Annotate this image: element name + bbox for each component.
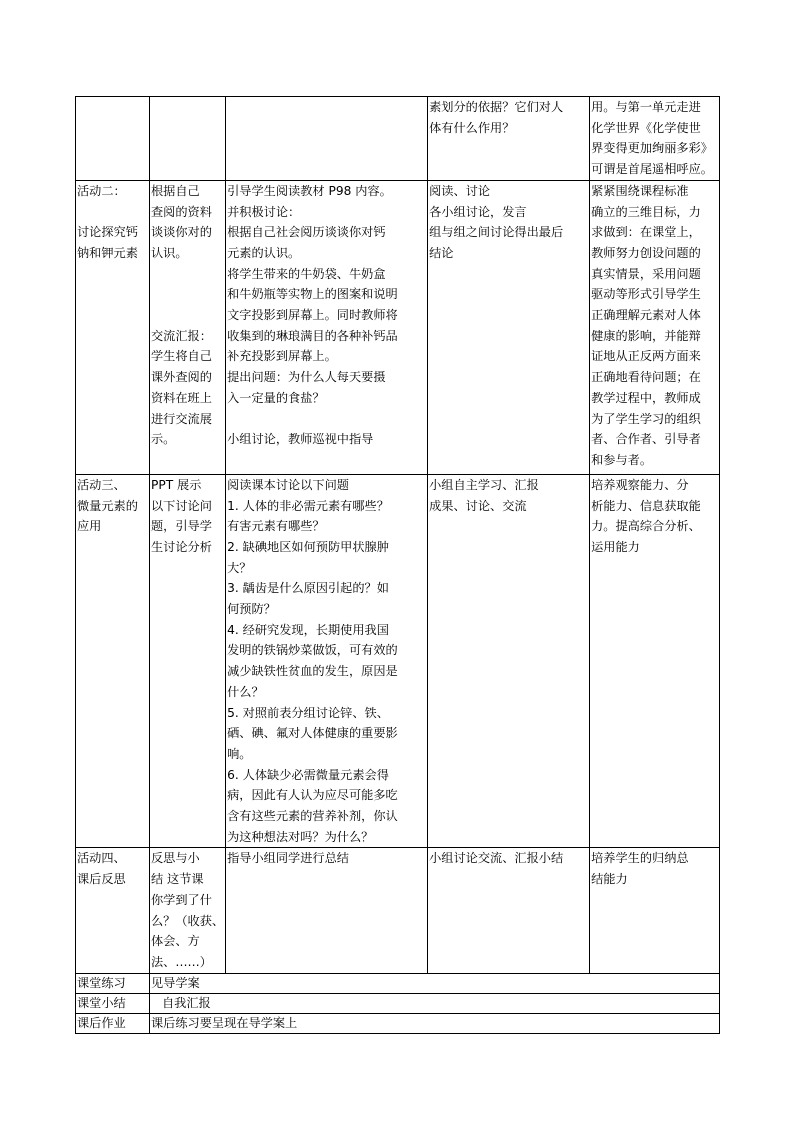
text-line: 示。 <box>151 432 176 447</box>
table-row <box>76 97 720 181</box>
activity-name-cell <box>76 474 150 848</box>
text-line: 大？ <box>227 560 252 575</box>
text-line: 发明的铁锅炒菜做饭，可有效的 <box>227 643 398 658</box>
text-line: 响。 <box>227 746 252 761</box>
learning-activity-cell <box>428 180 590 474</box>
footer-value: 自我汇报 <box>150 993 720 1013</box>
text-line: 小组自主学习、汇报 <box>429 477 539 492</box>
cell <box>226 97 428 181</box>
text-line: 查阅的资料 <box>151 204 212 219</box>
text-line: 各小组讨论，发言 <box>429 204 527 219</box>
text-line: 反思与小 <box>151 851 200 866</box>
text-line: 者、合作者、引导者 <box>591 432 701 447</box>
text-line: 减少缺铁性贫血的发生，原因是 <box>227 664 398 679</box>
text-line: 活动三、 <box>77 477 126 492</box>
text-line: 和牛奶瓶等实物上的图案和说明 <box>227 287 398 302</box>
text-line: 1. 人体的非必需元素有哪些？ <box>227 498 389 513</box>
text-line: 生讨论分析 <box>151 539 212 554</box>
text-line: 素划分的依据？它们对人 <box>429 100 564 114</box>
design-intent-cell <box>590 180 720 474</box>
text-line: 2. 缺碘地区如何预防甲状腺肿 <box>227 539 389 554</box>
footer-value: 课后练习要呈现在导学案上 <box>150 1013 720 1033</box>
footer-row <box>76 1013 720 1033</box>
teacher-activity-cell <box>226 474 428 848</box>
footer-row <box>76 973 720 993</box>
text-line: 将学生带来的牛奶袋、牛奶盒 <box>227 266 386 281</box>
table-row <box>76 180 720 474</box>
text-line <box>227 409 426 430</box>
text-line: 课外查阅的 <box>151 370 212 385</box>
teacher-activity-cell <box>226 180 428 474</box>
activity-name-cell <box>76 180 150 474</box>
text-line: 资料在班上 <box>151 390 212 405</box>
text-line: 体有什么作用？ <box>429 120 515 135</box>
text-line <box>151 284 224 305</box>
text-line: 什么？ <box>227 684 264 699</box>
text-line: 讨论探究钙 <box>77 225 138 240</box>
text-line: 入一定量的食盐？ <box>227 390 325 405</box>
text-line: 培养观察能力、分 <box>591 477 689 492</box>
design-intent-cell <box>590 474 720 848</box>
text-line: 进行交流展 <box>151 411 212 426</box>
text-line: 病，因此有人认为应尽可能多吃 <box>227 788 398 803</box>
text-line: 培养学生的归纳总 <box>591 851 689 866</box>
text-line: 钠和钾元素 <box>77 245 138 260</box>
text-line: 文字投影到屏幕上。同时教师将 <box>227 308 398 323</box>
text-line: 交流汇报： <box>151 328 212 343</box>
text-line: 6. 人体缺少必需微量元素会得 <box>227 767 389 782</box>
text-line: 教学过程中，教师成 <box>591 390 701 405</box>
text-line: 认识。 <box>151 245 188 260</box>
text-line: 结能力 <box>591 872 628 887</box>
text-line: 4. 经研究发现，长期使用我国 <box>227 622 389 637</box>
text-line: 紧紧围绕课程标准 <box>591 183 689 198</box>
text-line: 析能力、信息获取能 <box>591 498 701 513</box>
activity-name-cell <box>76 848 150 973</box>
text-line: 小组讨论，教师巡视中指导 <box>227 432 374 447</box>
text-line: 体会、方 <box>151 934 200 949</box>
table-row <box>76 848 720 973</box>
learning-activity-cell <box>428 848 590 973</box>
text-line: 引导学生阅读教材 P98 内容。 <box>227 183 392 198</box>
text-line: 求做到：在课堂上， <box>591 225 701 240</box>
text-line: 化学世界《化学使世 <box>591 120 701 135</box>
footer-label: 课堂练习 <box>76 973 150 993</box>
text-line: 课后反思 <box>77 872 126 887</box>
text-line: 并积极讨论： <box>227 204 301 219</box>
design-intent-cell <box>590 848 720 973</box>
text-line: 界变得更加绚丽多彩》 <box>591 141 713 156</box>
text-line: 么？（收获、 <box>151 913 225 928</box>
text-line: 谈谈你对的 <box>151 225 212 240</box>
cell <box>150 97 226 181</box>
text-line: 运用能力 <box>591 539 640 554</box>
text-line: 收集到的琳琅满目的各种补钙品 <box>227 328 398 343</box>
text-line: PPT 展示 <box>151 477 202 492</box>
text-line: 你学到了什 <box>151 892 212 907</box>
text-line: 5. 对照前表分组讨论锌、铁、 <box>227 705 389 720</box>
text-line: 阅读、讨论 <box>429 183 491 198</box>
text-line: 学生将自己 <box>151 349 212 364</box>
text-line: 结论 <box>429 245 454 260</box>
text-line <box>151 305 224 326</box>
text-line: 补充投影到屏幕上。 <box>227 349 337 364</box>
text-line: 硒、碘、氟对人体健康的重要影 <box>227 726 398 741</box>
text-line: 组与组之间讨论得出最后 <box>429 225 564 240</box>
cell <box>428 97 590 181</box>
text-line: 为了学生学习的组织 <box>591 411 701 426</box>
footer-value: 见导学案 <box>150 973 720 993</box>
text-line: 正确理解元素对人体 <box>591 308 701 323</box>
text-line: 有害元素有哪些？ <box>227 519 325 534</box>
student-activity-cell <box>150 180 226 474</box>
text-line: 真实情景，采用问题 <box>591 266 701 281</box>
text-line: 提出问题：为什么人每天要摄 <box>227 370 386 385</box>
text-line: 阅读课本讨论以下问题 <box>227 477 349 492</box>
text-line: 元素的认识。 <box>227 245 301 260</box>
teacher-activity-cell <box>226 848 428 973</box>
text-line: 正确地看待问题；在 <box>591 370 701 385</box>
text-line: 教师努力创设问题的 <box>591 245 701 260</box>
text-line: 证地从正反两方面来 <box>591 349 701 364</box>
text-line: 以下讨论问 <box>151 498 212 513</box>
text-line: 根据自己社会阅历谈谈你对钙 <box>227 225 386 240</box>
text-line: 含有这些元素的营养补剂，你认 <box>227 809 398 824</box>
text-line: 题，引导学 <box>151 519 212 534</box>
footer-row <box>76 993 720 1013</box>
text-line: 微量元素的 <box>77 498 138 513</box>
text-line: 用。与第一单元走进 <box>591 100 701 114</box>
text-line: 3. 龋齿是什么原因引起的？如 <box>227 581 389 596</box>
text-line: 确立的三维目标，力 <box>591 204 701 219</box>
text-line: 何预防？ <box>227 602 276 617</box>
learning-activity-cell <box>428 474 590 848</box>
text-line: 驱动等形式引导学生 <box>591 287 701 302</box>
text-line <box>77 202 148 223</box>
text-line: 健康的影响，并能辩 <box>591 328 701 343</box>
text-line: 和参与者。 <box>591 452 653 467</box>
text-line: 可谓是首尾遥相呼应。 <box>591 162 713 177</box>
text-line: 力。提高综合分析、 <box>591 519 701 534</box>
text-line: 应用 <box>77 519 102 534</box>
text-line: 小组讨论交流、汇报小结 <box>429 851 564 866</box>
text-line <box>151 264 224 285</box>
student-activity-cell <box>150 848 226 973</box>
text-line: 指导小组同学进行总结 <box>227 851 349 866</box>
footer-label: 课堂小结 <box>76 993 150 1013</box>
text-line: 法、……） <box>151 954 212 969</box>
text-line: 活动四、 <box>77 851 126 866</box>
cell <box>76 97 150 181</box>
text-line: 成果、讨论、交流 <box>429 498 527 513</box>
table-row <box>76 474 720 848</box>
text-line: 根据自己 <box>151 183 200 198</box>
student-activity-cell <box>150 474 226 848</box>
text-line: 为这种想法对吗？为什么？ <box>227 829 374 844</box>
text-line: 结 这节课 <box>151 872 204 887</box>
text-line: 活动二： <box>77 183 126 198</box>
footer-label: 课后作业 <box>76 1013 150 1033</box>
cell <box>590 97 720 181</box>
lesson-plan-table <box>75 96 720 1034</box>
